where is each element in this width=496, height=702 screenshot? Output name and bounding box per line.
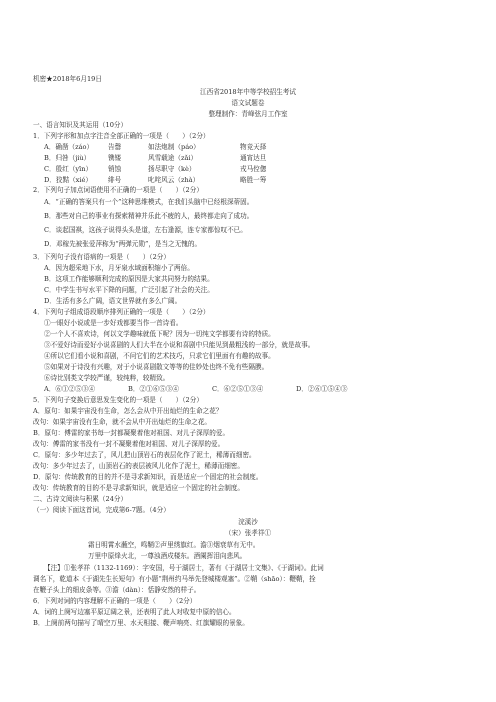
q1-a-2: 告罄	[108, 143, 122, 151]
q4-item-1: ①一眼好小说或是一步好戏都要当作一首诗看。	[44, 319, 183, 327]
secret-date: 机密★2018年6月19日	[33, 75, 102, 83]
q1-option-c	[44, 165, 266, 173]
q5-stem: 5．下列句子变换后意思发生变化的一项是（ ）（2分）	[33, 396, 203, 404]
q1-option-b	[44, 154, 266, 162]
exam-title: 江西省2018年中等学校招生考试	[200, 88, 296, 96]
q1-option-a	[44, 143, 266, 151]
q1-c-3: 扬尽职守（kè）	[148, 165, 196, 173]
q3-option-c: C．中学生书写水平下降的问题，广泛引起了社会的关注。	[44, 286, 214, 294]
q1-b-3: 风雪载途（zǎi）	[148, 154, 198, 162]
q5-line-a-rev: 改句：如果宇宙没有生命，就不会从中开出灿烂的生命之花。	[33, 418, 212, 426]
q5-line-a-orig: A．原句：如果宇宙没有生命，怎么会从中开出灿烂的生命之花？	[33, 407, 223, 415]
poem-line-1: 霜日明霄水蘸空，鸣鞘②声里绣旗红。澹③烟衰草有无中。	[88, 541, 260, 549]
q3-option-b: B．这项工作能够顺利完成的原因是大家共同努力的结果。	[44, 275, 214, 283]
q1-c-1: C．殷红（yīn）	[44, 165, 93, 173]
q1-c-2: 销蚀	[108, 165, 122, 173]
q1-b-1: B．归咎（jiù）	[44, 154, 91, 162]
q4-stem: 4．下列句子组成语段顺序排列正确的一项是（ ）（2分）	[33, 308, 210, 316]
q1-d-2: 绯号	[108, 176, 122, 184]
q2-option-a: A．“正确的答案只有一个”这种思维模式，在我们头脑中已经根深蒂固。	[44, 198, 254, 206]
q4-item-4: ④所以它们看小说和喜剧，不问它们的艺术技巧，只求它们里面有有趣的故事。	[44, 352, 275, 360]
exam-subtitle: 语文试题卷	[231, 99, 265, 107]
q1-stem: 1．下列字形和加点字注音全部正确的一项是（ ）（2分）	[33, 132, 210, 140]
q3-stem: 3．下列句子没有语病的一项是（ ）（2分）	[33, 253, 170, 261]
q3-option-d: D．生活有多么广阔，语文世界就有多么广阔。	[44, 297, 182, 305]
q6-stem: 6．下列对词的内容理解不正确的一项是（ ）（2分）	[33, 597, 197, 605]
q1-c-4: 戎马倥偬	[240, 165, 267, 173]
q2-option-b: B．那些对自己的事业有探索精神并乐此不疲的人，最终都走向了成功。	[44, 212, 254, 220]
q4-item-6: ⑥诗比别类文学较严谨，较纯粹，较精致。	[44, 374, 170, 382]
q5-line-b-rev: 改句：傅雷的家书没有一封不凝聚着他对祖国、对儿子深厚的爱。	[33, 440, 225, 448]
q4-item-5: ⑤如果对于诗没有兴趣，对于小说喜剧散文等等的佳妙处也终不免有些隔膜。	[44, 363, 269, 371]
q2-option-d: D．邓稼先被张爱萍称为“两弹元勋”，是当之无愧的。	[44, 240, 202, 248]
q1-option-d	[44, 176, 266, 184]
q4-choice-d: D．②⑥①⑤④③	[296, 385, 348, 393]
q1-d-3: 叱咤风云（zhà）	[148, 176, 200, 184]
q4-choice-c: C．⑥②⑤①③④	[212, 385, 264, 393]
q1-a-1: A．确凿（záo）	[44, 143, 94, 151]
q6-option-b: B．上阕前两句描写了晴空万里、水天相接、鞭声响亮、红旗耀眼的景象。	[33, 619, 249, 627]
q4-choice-a: A．⑥①②⑤③④	[44, 385, 95, 393]
section2-heading: 二、古诗文阅读与积累（24分）	[33, 495, 128, 503]
poem-line-2: 万里中原烽火北，一尊浊酒戍楼东。酒阑挥泪向悲风。	[88, 552, 247, 560]
q4-choice-b: B．②①⑥⑤③④	[128, 385, 180, 393]
q1-b-4: 通宵达旦	[240, 154, 267, 162]
q5-line-c-orig: C．原句：多少年过去了，风儿把山顶岩石的表层化作了泥土，稀薄而细密。	[33, 451, 256, 459]
organizer-credit: 整理制作：青峰弦月工作室	[208, 110, 288, 118]
poem-note-1: 【注】①张孝祥（1132-1169）：字安国，号于湖居士，著有《于湖居士文集》、《于湖词》。此词	[44, 564, 324, 572]
q1-d-4: 略胜一筹	[240, 176, 267, 184]
q4-choices	[44, 385, 347, 393]
section2-sub1: （一）阅读下面这首词，完成第6-7题。（4分）	[33, 506, 170, 514]
q6-option-a: A．词的上阕写边塞平原辽阔之景，还表明了此人对收复中原的信心。	[33, 608, 236, 616]
q4-item-3: ③不爱好诗而爱好小说喜剧的人们大半在小说和喜剧中只能见到最粗浅的一部分，就是故事。	[44, 341, 315, 349]
q2-stem: 2．下列句子加点词语使用不正确的一项是（ ）（2分）	[33, 186, 203, 194]
poem-author: （宋）张孝祥①	[224, 529, 272, 537]
q3-option-a: A．因为超采地下水，月牙泉水域面积缩小了两倍。	[44, 264, 194, 272]
q1-b-2: 镌镂	[108, 154, 122, 162]
section1-heading: 一、语言知识及其运用（10分）	[33, 121, 128, 129]
q1-a-4: 物竞天择	[240, 143, 267, 151]
poem-note-3: 在鞭子头上的细皮条等。③澹（dàn）：恬静安然的样子。	[33, 586, 201, 594]
q5-line-d-orig: D．原句：传统教育的目的并不是寻求新知识，而是适应一个固定的社会制度。	[33, 473, 263, 481]
poem-note-2: 调名下，乾道本《于湖先生长短句》有小题“荆州约马举先登城楼观塞”。②鞘（shāo）：鞭鞘，拴	[33, 575, 316, 583]
q1-a-3: 如法炮制（páo）	[148, 143, 200, 151]
q5-line-d-rev: 改句：传统教育的目的不是寻求新知识，就是适应一个固定的社会制度。	[33, 484, 244, 492]
q2-option-c: C．谈起国祺，这孩子说得头头是道，左右逢源，连专家都惊叹不已。	[44, 226, 247, 234]
q5-line-b-orig: B．原句：傅雷的家书每一封都凝聚着他对祖国、对儿子深厚的爱。	[33, 429, 230, 437]
q4-item-2: ②一个人不喜欢诗，何以文学趣味就低下呢？因为一切纯文学都要有诗的特质。	[44, 330, 275, 338]
q1-d-1: D．狡黠（xié）	[44, 176, 92, 184]
poem-title: 浣溪沙	[238, 518, 258, 526]
q5-line-c-rev: 改句：多少年过去了，山顶岩石的表层被风儿化作了泥土，稀薄而细密。	[33, 462, 244, 470]
